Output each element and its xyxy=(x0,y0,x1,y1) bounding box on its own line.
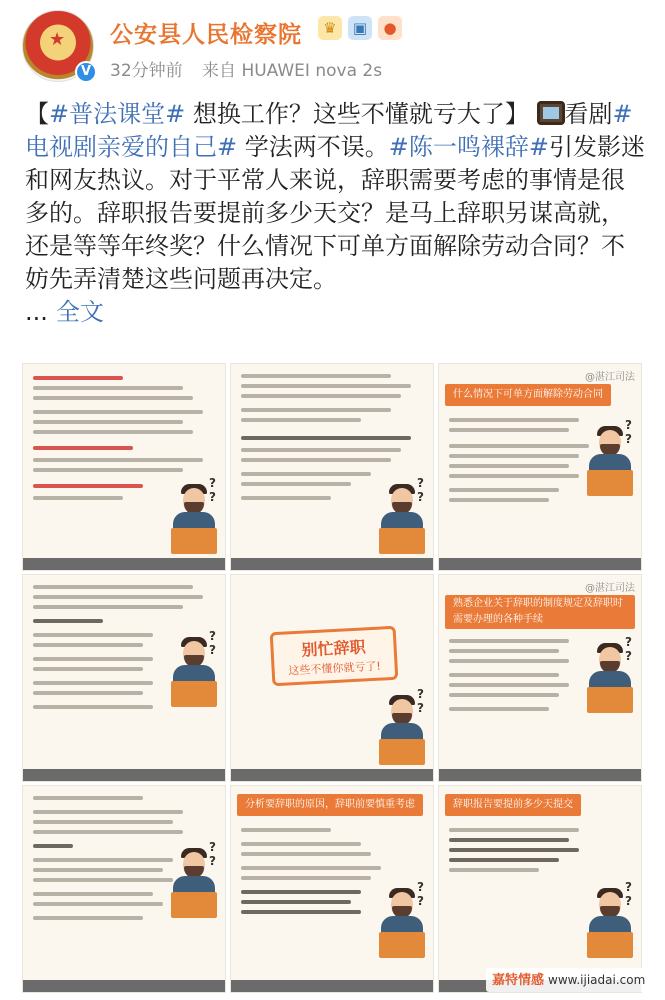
text-line xyxy=(241,852,371,856)
floor xyxy=(231,980,433,992)
text-line xyxy=(449,454,579,458)
floor xyxy=(231,769,433,781)
text-line xyxy=(241,828,331,832)
ellipsis: ... xyxy=(25,298,48,326)
image-thumb-3[interactable] xyxy=(438,363,642,571)
text-line xyxy=(241,418,361,422)
image-thumb-2[interactable] xyxy=(230,363,434,571)
verified-badge-icon: V xyxy=(75,61,97,83)
text-line xyxy=(241,900,351,904)
text-line xyxy=(449,848,579,852)
text-line xyxy=(241,394,401,398)
text-line xyxy=(33,496,123,500)
image-thumb-9[interactable] xyxy=(438,785,642,993)
bracket-open: 【 xyxy=(25,100,49,128)
site-watermark xyxy=(486,968,656,992)
man-with-box-illustration: ? ? xyxy=(371,482,433,562)
image-heading: 分析要辞职的原因，辞职前要慎重考虑 xyxy=(237,794,423,816)
crown-icon[interactable]: ♛ xyxy=(318,16,342,40)
text-line xyxy=(33,619,103,623)
text-line xyxy=(33,376,123,380)
floor xyxy=(231,558,433,570)
text-line xyxy=(33,705,153,709)
text-line xyxy=(33,446,133,450)
text-line xyxy=(33,796,143,800)
post-text xyxy=(25,98,645,329)
cover-title: 别忙辞职 xyxy=(301,637,367,660)
post-body: 引发影迷和网友热议。对于平常人来说，辞职需要考虑的事情是很多的。辞职报告要提前多少天交？是马上辞职另谋高就，还是等等年终奖？什么情况下可单方面解除劳动合同？不妨先弄清楚这些问题再决定。 xyxy=(25,133,645,293)
text-line xyxy=(449,659,569,663)
text-line xyxy=(241,842,361,846)
text-line xyxy=(449,418,579,422)
image-heading: 辞职报告要提前多少天提交 xyxy=(445,794,581,816)
text-line xyxy=(241,496,331,500)
text-line xyxy=(241,910,361,914)
image-thumb-1[interactable] xyxy=(22,363,226,571)
text-line xyxy=(449,838,569,842)
post-text-mid: 学法两不误。 xyxy=(237,133,389,161)
text-line xyxy=(449,428,569,432)
image-grid xyxy=(22,363,642,993)
text-line xyxy=(33,830,183,834)
text-line xyxy=(33,844,73,848)
post-time: 32分钟前 xyxy=(110,61,183,81)
man-with-box-illustration: ? ? xyxy=(163,635,225,715)
floor xyxy=(23,980,225,992)
post-meta xyxy=(110,56,382,81)
text-line xyxy=(33,868,163,872)
text-line xyxy=(33,410,203,414)
text-line xyxy=(241,374,391,378)
text-line xyxy=(449,464,569,468)
text-line xyxy=(33,810,183,814)
text-line xyxy=(241,408,391,412)
image-heading: 熟悉企业关于辞职的制度规定及辞职时需要办理的各种手续 xyxy=(445,595,635,629)
floor xyxy=(23,769,225,781)
text-line xyxy=(449,868,539,872)
hashtag-pufa[interactable]: #普法课堂# xyxy=(49,100,186,128)
text-line xyxy=(33,595,203,599)
text-line xyxy=(449,498,549,502)
full-text-link[interactable]: 全文 xyxy=(55,298,104,326)
text-line xyxy=(33,820,173,824)
text-line xyxy=(241,472,371,476)
site-brand: 嘉特情感 xyxy=(492,973,545,988)
post-header xyxy=(0,0,665,92)
text-line xyxy=(33,633,153,637)
text-line xyxy=(33,484,143,488)
text-line xyxy=(449,444,589,448)
hashtag-tv-series[interactable]: #电视剧亲爱的自己# xyxy=(25,100,633,161)
text-line xyxy=(33,691,143,695)
image-thumb-6[interactable] xyxy=(438,574,642,782)
text-line xyxy=(33,681,153,685)
man-with-box-illustration: ? ? xyxy=(371,693,433,773)
text-line xyxy=(449,488,559,492)
image-watermark: @湛江司法 xyxy=(585,372,635,383)
text-line xyxy=(449,707,549,711)
cover-banner xyxy=(270,626,399,687)
tv-icon xyxy=(537,101,565,125)
text-line xyxy=(241,458,391,462)
text-line xyxy=(449,828,579,832)
text-line xyxy=(33,667,143,671)
text-line xyxy=(449,673,559,677)
text-line xyxy=(241,890,361,894)
text-line xyxy=(33,892,153,896)
floor xyxy=(23,558,225,570)
cover-subtitle: 这些不懂你就亏了! xyxy=(288,659,382,678)
text-line xyxy=(449,858,559,862)
text-line xyxy=(449,693,559,697)
man-with-box-illustration: ? ? xyxy=(579,641,641,721)
text-line xyxy=(33,396,193,400)
text-line xyxy=(33,585,193,589)
man-with-box-illustration: ? ? xyxy=(163,846,225,926)
text-line xyxy=(241,448,401,452)
man-with-box-illustration: ? ? xyxy=(579,424,641,504)
man-with-box-illustration: ? ? xyxy=(163,482,225,562)
text-line xyxy=(33,643,143,647)
text-line xyxy=(33,468,183,472)
text-line xyxy=(33,386,183,390)
text-line xyxy=(241,384,411,388)
text-line xyxy=(449,474,579,478)
text-line xyxy=(241,436,411,440)
site-url: www.ijiadai.com xyxy=(548,973,646,987)
image-thumb-5[interactable] xyxy=(230,574,434,782)
text-line xyxy=(241,482,351,486)
account-avatar[interactable] xyxy=(22,10,94,82)
image-thumb-4[interactable] xyxy=(22,574,226,782)
text-line xyxy=(33,916,143,920)
text-line xyxy=(449,683,569,687)
floor xyxy=(439,558,641,570)
text-line xyxy=(449,649,559,653)
text-line xyxy=(33,878,173,882)
text-line xyxy=(449,639,569,643)
text-line xyxy=(241,876,371,880)
text-line xyxy=(33,657,153,661)
image-thumb-7[interactable] xyxy=(22,785,226,993)
emblem-icon: ★ xyxy=(49,29,66,50)
image-thumb-8[interactable] xyxy=(230,785,434,993)
text-line xyxy=(33,605,183,609)
text-line xyxy=(33,430,193,434)
post-title: 想换工作？这些不懂就亏大了】 xyxy=(185,100,529,128)
floor xyxy=(439,769,641,781)
account-badges xyxy=(318,16,402,40)
account-name[interactable]: 公安县人民检察院 xyxy=(110,22,302,48)
balloon-icon[interactable]: ● xyxy=(378,16,402,40)
text-line xyxy=(241,866,381,870)
schoolbag-icon[interactable]: ▣ xyxy=(348,16,372,40)
image-watermark: @湛江司法 xyxy=(585,583,635,594)
man-with-box-illustration: ? ? xyxy=(371,886,433,966)
text-line xyxy=(33,858,173,862)
post-text-after-tv: 看剧 xyxy=(564,100,613,128)
text-line xyxy=(33,458,203,462)
hashtag-chen-yiming[interactable]: #陈一鸣裸辞# xyxy=(388,133,549,161)
text-line xyxy=(33,420,183,424)
text-line xyxy=(33,902,163,906)
post-source[interactable]: 来自 HUAWEI nova 2s xyxy=(202,61,383,81)
image-heading: 什么情况下可单方面解除劳动合同 xyxy=(445,384,611,406)
man-with-box-illustration: ? ? xyxy=(579,886,641,966)
